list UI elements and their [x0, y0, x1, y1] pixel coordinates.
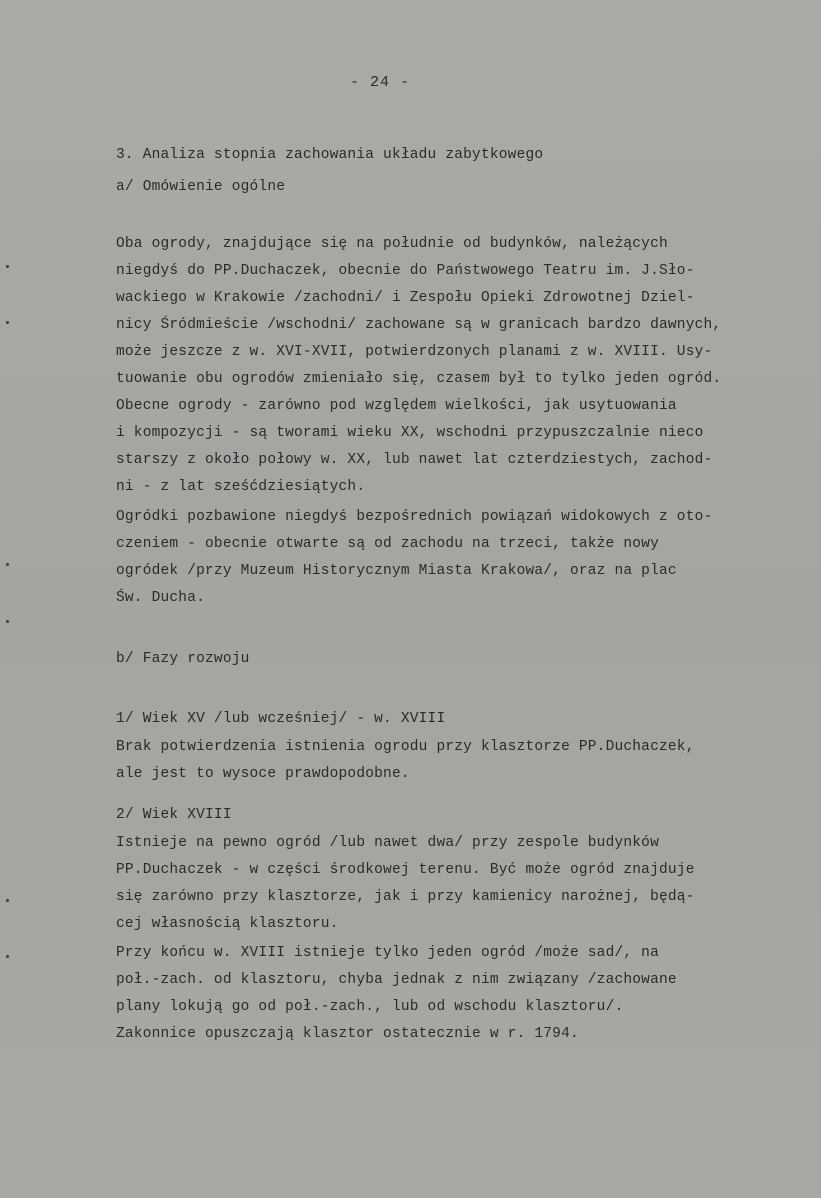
margin-dot — [6, 321, 9, 324]
text-line: i kompozycji - są tworami wieku XX, wschodni przypuszczalnie nieco — [116, 425, 704, 441]
text-line: niegdyś do PP.Duchaczek, obecnie do Państwowego Teatru im. J.Sło- — [116, 263, 695, 279]
page-number: - 24 - — [350, 74, 411, 91]
text-line: Zakonnice opuszczają klasztor ostatecznie w r. 1794. — [116, 1026, 579, 1042]
text-line: Brak potwierdzenia istnienia ogrodu przy klasztorze PP.Duchaczek, — [116, 739, 695, 755]
text-line: plany lokują go od poł.-zach., lub od wschodu klasztoru/. — [116, 999, 624, 1015]
text-line: ni - z lat sześćdziesiątych. — [116, 479, 366, 495]
text-line: się zarówno przy klasztorze, jak i przy kamienicy narożnej, będą- — [116, 889, 695, 905]
margin-dot — [6, 955, 9, 958]
text-line: Obecne ogrody - zarówno pod względem wielkości, jak usytuowania — [116, 398, 677, 414]
text-line: cej własnością klasztoru. — [116, 916, 339, 932]
text-line: starszy z około połowy w. XX, lub nawet lat czterdziestych, zachod- — [116, 452, 713, 468]
text-line: nicy Śródmieście /wschodni/ zachowane są w granicach bardzo dawnych, — [116, 317, 722, 333]
phase-heading: 2/ Wiek XVIII — [116, 807, 232, 823]
text-line: Istnieje na pewno ogród /lub nawet dwa/ przy zespole budynków — [116, 835, 659, 851]
text-line: czeniem - obecnie otwarte są od zachodu na trzeci, także nowy — [116, 536, 659, 552]
text-line: Przy końcu w. XVIII istnieje tylko jeden ogród /może sad/, na — [116, 945, 659, 961]
text-line: może jeszcze z w. XVI-XVII, potwierdzonych planami z w. XVIII. Usy- — [116, 344, 713, 360]
text-line: Oba ogrody, znajdujące się na południe od budynków, należących — [116, 236, 668, 252]
text-line: tuowanie obu ogrodów zmieniało się, czasem był to tylko jeden ogród. — [116, 371, 722, 387]
text-line: ale jest to wysoce prawdopodobne. — [116, 766, 410, 782]
subsection-heading-a: a/ Omówienie ogólne — [116, 179, 286, 195]
subsection-heading-b: b/ Fazy rozwoju — [116, 651, 250, 667]
text-line: Ogródki pozbawione niegdyś bezpośrednich powiązań widokowych z oto- — [116, 509, 713, 525]
margin-dot — [6, 899, 9, 902]
text-line: Św. Ducha. — [116, 590, 206, 606]
margin-dot — [6, 265, 9, 268]
section-heading: 3. Analiza stopnia zachowania układu zabytkowego — [116, 147, 544, 163]
text-line: PP.Duchaczek - w części środkowej terenu. Być może ogród znajduje — [116, 862, 695, 878]
text-line: ogródek /przy Muzeum Historycznym Miasta Krakowa/, oraz na plac — [116, 563, 677, 579]
margin-dot — [6, 620, 9, 623]
phase-heading: 1/ Wiek XV /lub wcześniej/ - w. XVIII — [116, 711, 446, 727]
text-line: wackiego w Krakowie /zachodni/ i Zespołu Opieki Zdrowotnej Dziel- — [116, 290, 695, 306]
text-line: poł.-zach. od klasztoru, chyba jednak z nim związany /zachowane — [116, 972, 677, 988]
margin-dot — [6, 563, 9, 566]
